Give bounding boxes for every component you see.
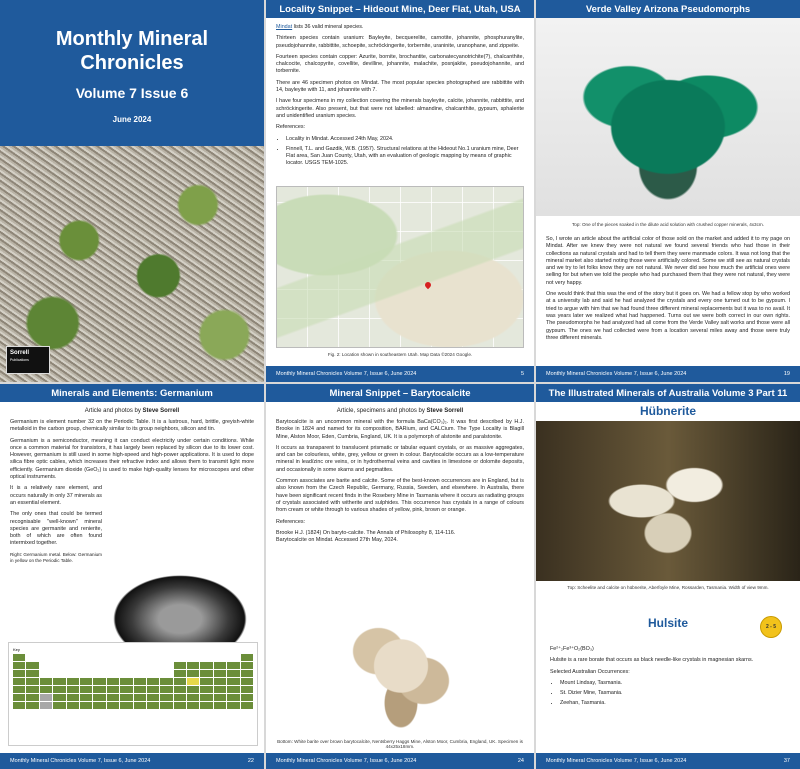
page-number: 19 <box>783 371 790 377</box>
occurrences-list <box>550 680 786 708</box>
baryto-caption: Bottom: White barite over brown barytocalcite, Nentsberry Haggs Mine, Alston Moor, Cumbria, England, UK. Specimen is 44x25x18mm. <box>277 739 523 749</box>
logo-subtext: Publications <box>10 358 29 362</box>
barytocalcite-page <box>266 384 534 769</box>
references-heading: References: <box>276 518 306 525</box>
cover-title <box>0 28 264 75</box>
byline: Article and photos by Steve Sorrell <box>84 408 180 414</box>
page-footer: Monthly Mineral Chronicles Volume 7, Issue 6, June 2024 24 <box>266 753 534 769</box>
verde-page <box>536 0 800 382</box>
locality-page <box>266 0 534 382</box>
page-footer: Monthly Mineral Chronicles Volume 7, Issue 6, June 2024 22 <box>0 753 264 769</box>
cover-page <box>0 0 264 382</box>
germanium-paragraph-3: It is a relatively rare element, and occurs naturally in only 37 minerals as an essential element. <box>10 485 102 506</box>
germanium-cell <box>187 678 199 685</box>
page-banner: Locality Snippet – Hideout Mine, Deer Flat, Utah, USA <box>266 0 534 18</box>
page-number: 22 <box>247 758 254 764</box>
photos-paragraph: There are 46 specimen photos on Mindat. The most popular species photographed are rabbittite with 14, bayleyite with 11, and johannite with 7. <box>276 79 524 94</box>
page-footer: Monthly Mineral Chronicles Volume 7, Issue 6, June 2024 37 <box>536 753 800 769</box>
cover-issue: Volume 7 Issue 6 <box>75 85 189 102</box>
verde-paragraph-2: One would think that this was the end of the story but it goes on. We had a fellow stop by who worked at a university lab and said he had analyzed the crystals and every one turned out to be gypsum. I tried to argue with him that we had found three different mineral replacements but it was to no avail. It was years later we realized what had happened. Turns out we were both correct in our own rights. The pseudomorphs he had analyzed had all come from the Verde Valley salt works and those were all gypsum. The ones we had collected were from a location several miles away and those were truly three different minerals. <box>546 291 790 341</box>
hulsite-title: Hulsite <box>647 616 688 630</box>
occurrences-heading: Selected Australian Occurrences: <box>550 668 630 675</box>
baryto-paragraph-2: It occurs as transparent to translucent prismatic or tabular equant crystals, or as massive aggregates, and can be colourless, white, grey, yellow or green in colour. Barytocalcite occurs as a low-temperature mineral in lead/zinc ore veins, or in hydrothermal veins and cavities in limestone or dolomite deposits, and occasionally in some skarns and pegmatites. <box>276 444 524 473</box>
germanium-page <box>0 384 264 769</box>
page-footer: Monthly Mineral Chronicles Volume 7, Issue 6, June 2024 19 <box>536 366 800 382</box>
map-pin-icon <box>424 281 432 289</box>
hulsite-description: Hulsite is a rare borate that occurs as black needle-like crystals in magnesian skarns. <box>550 657 754 664</box>
reference-item[interactable]: • Finnell, T.L. and Gazdik, W.B. (1957). Structural relations at the Hideout No.1 uranium mine, Deer Flat area, San Juan County, Utah, with an evaluation of geologic mapping by means of graphic locator. USGS TEM-1025. <box>286 146 524 168</box>
page-banner: Minerals and Elements: Germanium <box>0 384 264 402</box>
reference-item[interactable]: • Locality in Mindat. Accessed 24th May, 2024. <box>286 136 524 143</box>
map-caption: Fig. 2: Location shown in southeastern Utah. Map Data ©2024 Google. <box>327 352 473 357</box>
germanium-paragraph-2: Germanium is a semiconductor, meaning it can conduct electricity under certain conditions. While once a common material for transistors, it has largely been replaced by silicon due to its lower cost. However, germanium is still used in some high-speed and high-power applications. It is used to dope silica fibre optic cables, which increases their refractive index and allows them to transmit light more efficiently. Germanium dioxide (GeO₂) is used to make high-quality lenses for microscopes and other optical instruments. <box>10 437 254 481</box>
germanium-caption: Right: Germanium metal. Below: Germanium in yellow on the Periodic Table. <box>10 551 102 563</box>
location-map[interactable] <box>276 186 524 348</box>
page-number: 24 <box>517 758 524 764</box>
hubnerite-title: Hübnerite <box>639 404 696 418</box>
barytocalcite-photo <box>326 592 476 740</box>
australia-page <box>536 384 800 769</box>
collection-paragraph: I have four specimens in my collection covering the minerals bayleyite, calcite, johannite, rabbittite, and schröckingerite. Also present, but that were not labelled: almandine, chalcanthite, gypsum, sphalerite and unidentified uranium species. <box>276 98 524 119</box>
hulsite-formula: Fe²⁺₂Fe³⁺O₂(BO₃) <box>550 646 594 652</box>
verde-paragraph-1: So, I wrote an article about the artificial color of those sold on the market and added it to my page on Mindat. After we knew they were not natural we found several friends who had those in their collections as natural crystals and had to tell them they were manmade colors. It was not long that the mineral market also started noting those were artificially colored. Some we still see as natural crystals and we try to let folks know they are not natural. We never did see how much the artificial ones were selling for but when we told the people who had purchased them that they were not natural, they were not very happy. <box>546 236 790 286</box>
pseudomorph-photo <box>536 18 800 216</box>
baryto-paragraph-1: Barytocalcite is an uncommon mineral with the formula BaCa(CO₃)₂. It was first described by H.J. Brooke in 1824 and named for its composition, BARium, and CALCium. The Type Locality is Blagill Mine, Alston Moor, Eden, Cumbria, England, UK. It is a polymorph of alstonite and paralstonite. <box>276 419 524 440</box>
mindat-link[interactable]: Mindat <box>276 24 293 30</box>
cover-date: June 2024 <box>112 115 152 125</box>
table-key: Key <box>13 647 20 652</box>
copper-paragraph: Fourteen species contain copper: Azurite, bornite, brochantite, carbonatecyanotrichite(?), chalcanthite, chalcocite, chalcopyrite, covellite, devilline, johannite, malachite, posnjakite, pseudojohannite, and torbernite. <box>276 53 524 75</box>
baryto-paragraph-3: Common associates are barite and calcite. Some of the best-known occurrences are in England, but is also known from the Czech Republic, Germany, Russia, Sweden, and elsewhere. In Australia, there have been significant recent finds in the Rosebery Mine in Tasmania where it occurs as radiating groups of crystals associated with witherite and sulphides. This occurrence has crystals in a range of colours from cream or white through to various shades of yellow, pink, brown or orange. <box>276 478 524 514</box>
occurrence-item: • St. Dizier Mine, Tasmania. <box>560 690 786 697</box>
occurrence-item: • Zeehan, Tasmania. <box>560 700 786 707</box>
periodic-table <box>8 642 258 746</box>
hubnerite-caption: Top: Scheelite and calcite on hübnerite, Aberfoyle Mine, Rossarden, Tasmania. Width of view 9mm. <box>567 585 769 590</box>
uranium-paragraph: Thirteen species contain uranium: Bayleyite, becquerelite, carnotite, johannite, phosphuranylite, pseudojohannite, rabbittite, schoepite, schröckingerite, torbernite, uraninite, uranophane, and zippeite. <box>276 35 524 49</box>
locality-intro: Mindat lists 36 valid mineral species. <box>276 24 364 30</box>
reference-item[interactable]: Barytocalcite on Mindat. Accessed 27th May, 2024. <box>276 537 398 544</box>
occurrence-item: • Mount Lindsay, Tasmania. <box>560 680 786 687</box>
page-footer: Monthly Mineral Chronicles Volume 7, Issue 6, June 2024 5 <box>266 366 534 382</box>
publisher-logo <box>6 346 50 374</box>
logo-text: Sorrell <box>10 350 30 356</box>
germanium-paragraph-1: Germanium is element number 32 on the Periodic Table. It is a lustrous, hard, brittle, greyish-white metalloid in the carbon group, chemically similar to its group neighbors, silicon and tin. <box>10 419 254 433</box>
page-number: 37 <box>783 758 790 764</box>
cover-title-line-1: Monthly Mineral <box>55 28 209 50</box>
page-banner: Mineral Snippet – Barytocalcite <box>266 384 534 402</box>
page-banner: The Illustrated Minerals of Australia Volume 3 Part 11 <box>536 384 800 402</box>
hubnerite-photo <box>536 421 800 581</box>
reference-item[interactable]: Brooke H.J. (1824) On baryto-calcite. The Annals of Philosophy 8, 114-116. <box>276 529 456 536</box>
byline: Article, specimens and photos by Steve Sorrell <box>336 408 464 414</box>
references-heading: References: <box>276 124 306 131</box>
hardness-badge: 2 - 5 <box>760 616 782 638</box>
periodic-grid <box>13 654 253 709</box>
references-list <box>276 136 524 168</box>
photo-caption: Top: One of the pieces soaked in the dilute acid solution with crushed copper minerals, 4x3cm. <box>571 222 765 227</box>
germanium-paragraph-4: The only ones that could be termed recognisable "well-known" mineral species are germanite and renierite, both of which are often found intermixed together. <box>10 511 102 547</box>
page-banner: Verde Valley Arizona Pseudomorphs <box>536 0 800 18</box>
page-number: 5 <box>520 371 524 377</box>
cover-title-line-2: Chronicles <box>80 51 184 74</box>
